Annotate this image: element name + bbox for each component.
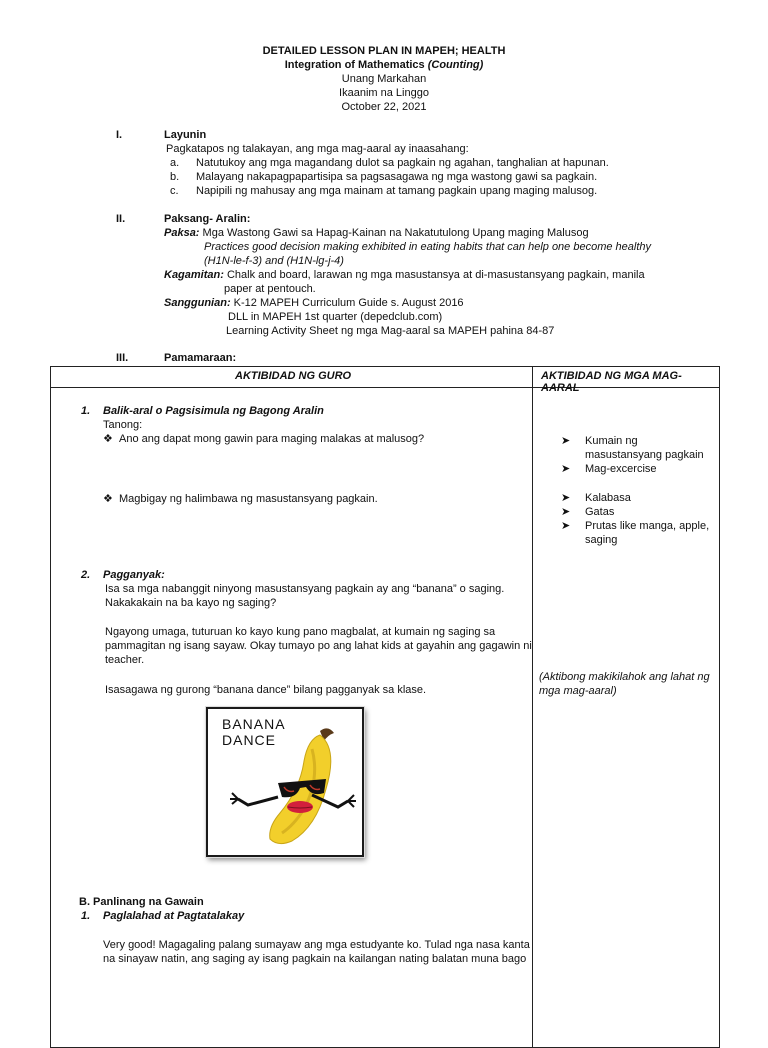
kagamitan-line-2: paper at pentouch. — [224, 283, 316, 295]
step2-title: Pagganyak: — [103, 569, 165, 581]
answer-4 — [561, 505, 614, 519]
procedure-table — [50, 366, 720, 1048]
banana-illustration — [208, 709, 362, 855]
arrow-bullet-icon: ➤ — [561, 520, 571, 532]
paksa-english: Practices good decision making exhibited in eating habits that can help one become healthy — [204, 241, 652, 253]
kagamitan-line — [164, 268, 645, 282]
column-divider — [532, 367, 533, 1047]
question-1 — [103, 432, 424, 446]
section1-intro: Pagkatapos ng talakayan, ang mga mag-aaral ay inaasahang: — [166, 143, 469, 155]
objective-b — [170, 170, 597, 184]
objective-c — [170, 184, 597, 198]
arrow-bullet-icon: ➤ — [561, 506, 571, 518]
section-b-heading: B. Panlinang na Gawain — [79, 896, 204, 908]
diamond-bullet-icon: ❖ — [103, 433, 113, 445]
objective-marker: b. — [170, 171, 180, 183]
answer-2 — [561, 462, 657, 476]
answer-5 — [561, 519, 709, 533]
objective-marker: a. — [170, 157, 180, 169]
quarter-line: Unang Markahan — [341, 73, 427, 85]
subtitle-italic: (Counting) — [427, 59, 484, 71]
arrow-bullet-icon: ➤ — [561, 463, 571, 475]
document-subtitle — [0, 59, 768, 71]
student-column-header: AKTIBIDAD NG MGA MAG-AARAL — [541, 370, 682, 394]
step1-title: Balik-aral o Pagsisimula ng Bagong Aralin — [103, 405, 324, 417]
date-line: October 22, 2021 — [341, 101, 427, 113]
objective-text: Napipili ng mahusay ang mga mainam at tamang pagkain upang maging malusog. — [196, 185, 598, 197]
step2-number: 2. — [81, 569, 91, 581]
objective-text: Natutukoy ang mga magandang dulot sa pagkain ng agahan, tanghalian at hapunan. — [196, 157, 609, 169]
pagganyak-p2-line3: teacher. — [105, 654, 145, 666]
answer-text: Gatas — [585, 506, 615, 518]
objective-text: Malayang nakapagpapartisipa sa pagsasagawa ng mga wastong gawi sa pagkain. — [196, 171, 598, 183]
answer-text: Mag-excercise — [585, 463, 657, 475]
section2-heading: Paksang- Aralin: — [164, 213, 251, 225]
stepB1-title: Paglalahad at Pagtatalakay — [103, 910, 245, 922]
answer-text: Kumain ng — [585, 435, 638, 447]
pagganyak-p2-line2: pammagitan ng isang sayaw. Okay tumayo po ang lahat kids at gayahin ang gagawin ni — [105, 640, 532, 652]
answer-1-cont: masustansyang pagkain — [585, 449, 704, 461]
sanggunian-label: Sanggunian: — [164, 297, 231, 309]
objective-a — [170, 156, 609, 170]
week-line: Ikaanim na Linggo — [339, 87, 429, 99]
pagganyak-p1-line2: Nakakakain na ba kayo ng saging? — [105, 597, 277, 609]
b1-line1: Very good! Magagaling palang sumayaw ang mga estudyante ko. Tulad nga nasa kanta — [103, 939, 530, 951]
question-text: Magbigay ng halimbawa ng masustansyang pagkain. — [119, 493, 378, 505]
question-text: Ano ang dapat mong gawin para maging malakas at malusog? — [119, 433, 425, 445]
image-title-line1: BANANA — [222, 716, 286, 732]
paksa-line — [164, 226, 589, 240]
arrow-bullet-icon: ➤ — [561, 492, 571, 504]
pagganyak-p1-line1: Isa sa mga nabanggit ninyong masustansyang pagkain ay ang “banana” o saging. — [105, 583, 505, 595]
kagamitan-text: Chalk and board, larawan ng mga masustansya at di-masustansyang pagkain, manila — [223, 269, 645, 281]
answer-text: Kalabasa — [585, 492, 631, 504]
objective-marker: c. — [170, 185, 179, 197]
answer-5-cont: saging — [585, 534, 618, 546]
sanggunian-text: K-12 MAPEH Curriculum Guide s. August 2016 — [230, 297, 464, 309]
document-title: DETAILED LESSON PLAN IN MAPEH; HEALTH — [262, 45, 506, 57]
arrow-bullet-icon: ➤ — [561, 435, 571, 447]
sanggunian-line-2: DLL in MAPEH 1st quarter (depedclub.com) — [228, 311, 443, 323]
image-title-line2: DANCE — [222, 732, 277, 748]
answer-text: Prutas like manga, apple, — [585, 520, 710, 532]
student-note-line1: (Aktibong makikilahok ang lahat ng — [539, 671, 710, 683]
question-2 — [103, 492, 378, 506]
section3-heading: Pamamaraan: — [164, 352, 237, 364]
section2-numeral: II. — [116, 213, 126, 225]
teacher-column-header: AKTIBIDAD NG GURO — [235, 370, 352, 382]
paksa-label: Paksa: — [164, 227, 200, 239]
section3-numeral: III. — [116, 352, 129, 364]
answer-3 — [561, 491, 631, 505]
answer-1 — [561, 434, 638, 448]
pagganyak-p3: Isasagawa ng gurong “banana dance” bilang pagganyak sa klase. — [105, 684, 427, 696]
kagamitan-label: Kagamitan: — [164, 269, 224, 281]
tanong-label: Tanong: — [103, 419, 143, 431]
b1-line2: na sinayaw natin, ang saging ay isang pagkain na kailangan nating balatan muna bago — [103, 953, 527, 965]
sanggunian-line-3: Learning Activity Sheet ng mga Mag-aaral sa MAPEH pahina 84-87 — [226, 325, 555, 337]
section1-heading: Layunin — [164, 129, 207, 141]
stepB1-number: 1. — [81, 910, 91, 922]
diamond-bullet-icon: ❖ — [103, 493, 113, 505]
student-note-line2: mga mag-aaral) — [539, 685, 617, 697]
sanggunian-line — [164, 296, 464, 310]
section1-numeral: I. — [116, 129, 123, 141]
banana-dance-image — [206, 707, 364, 857]
step1-number: 1. — [81, 405, 91, 417]
paksa-codes: (H1N-le-f-3) and (H1N-lg-j-4) — [204, 255, 344, 267]
subtitle-main: Integration of Mathematics — [284, 59, 428, 71]
pagganyak-p2-line1: Ngayong umaga, tuturuan ko kayo kung pano magbalat, at kumain ng saging sa — [105, 626, 496, 638]
paksa-text: Mga Wastong Gawi sa Hapag-Kainan na Nakatutulong Upang maging Malusog — [199, 227, 589, 239]
